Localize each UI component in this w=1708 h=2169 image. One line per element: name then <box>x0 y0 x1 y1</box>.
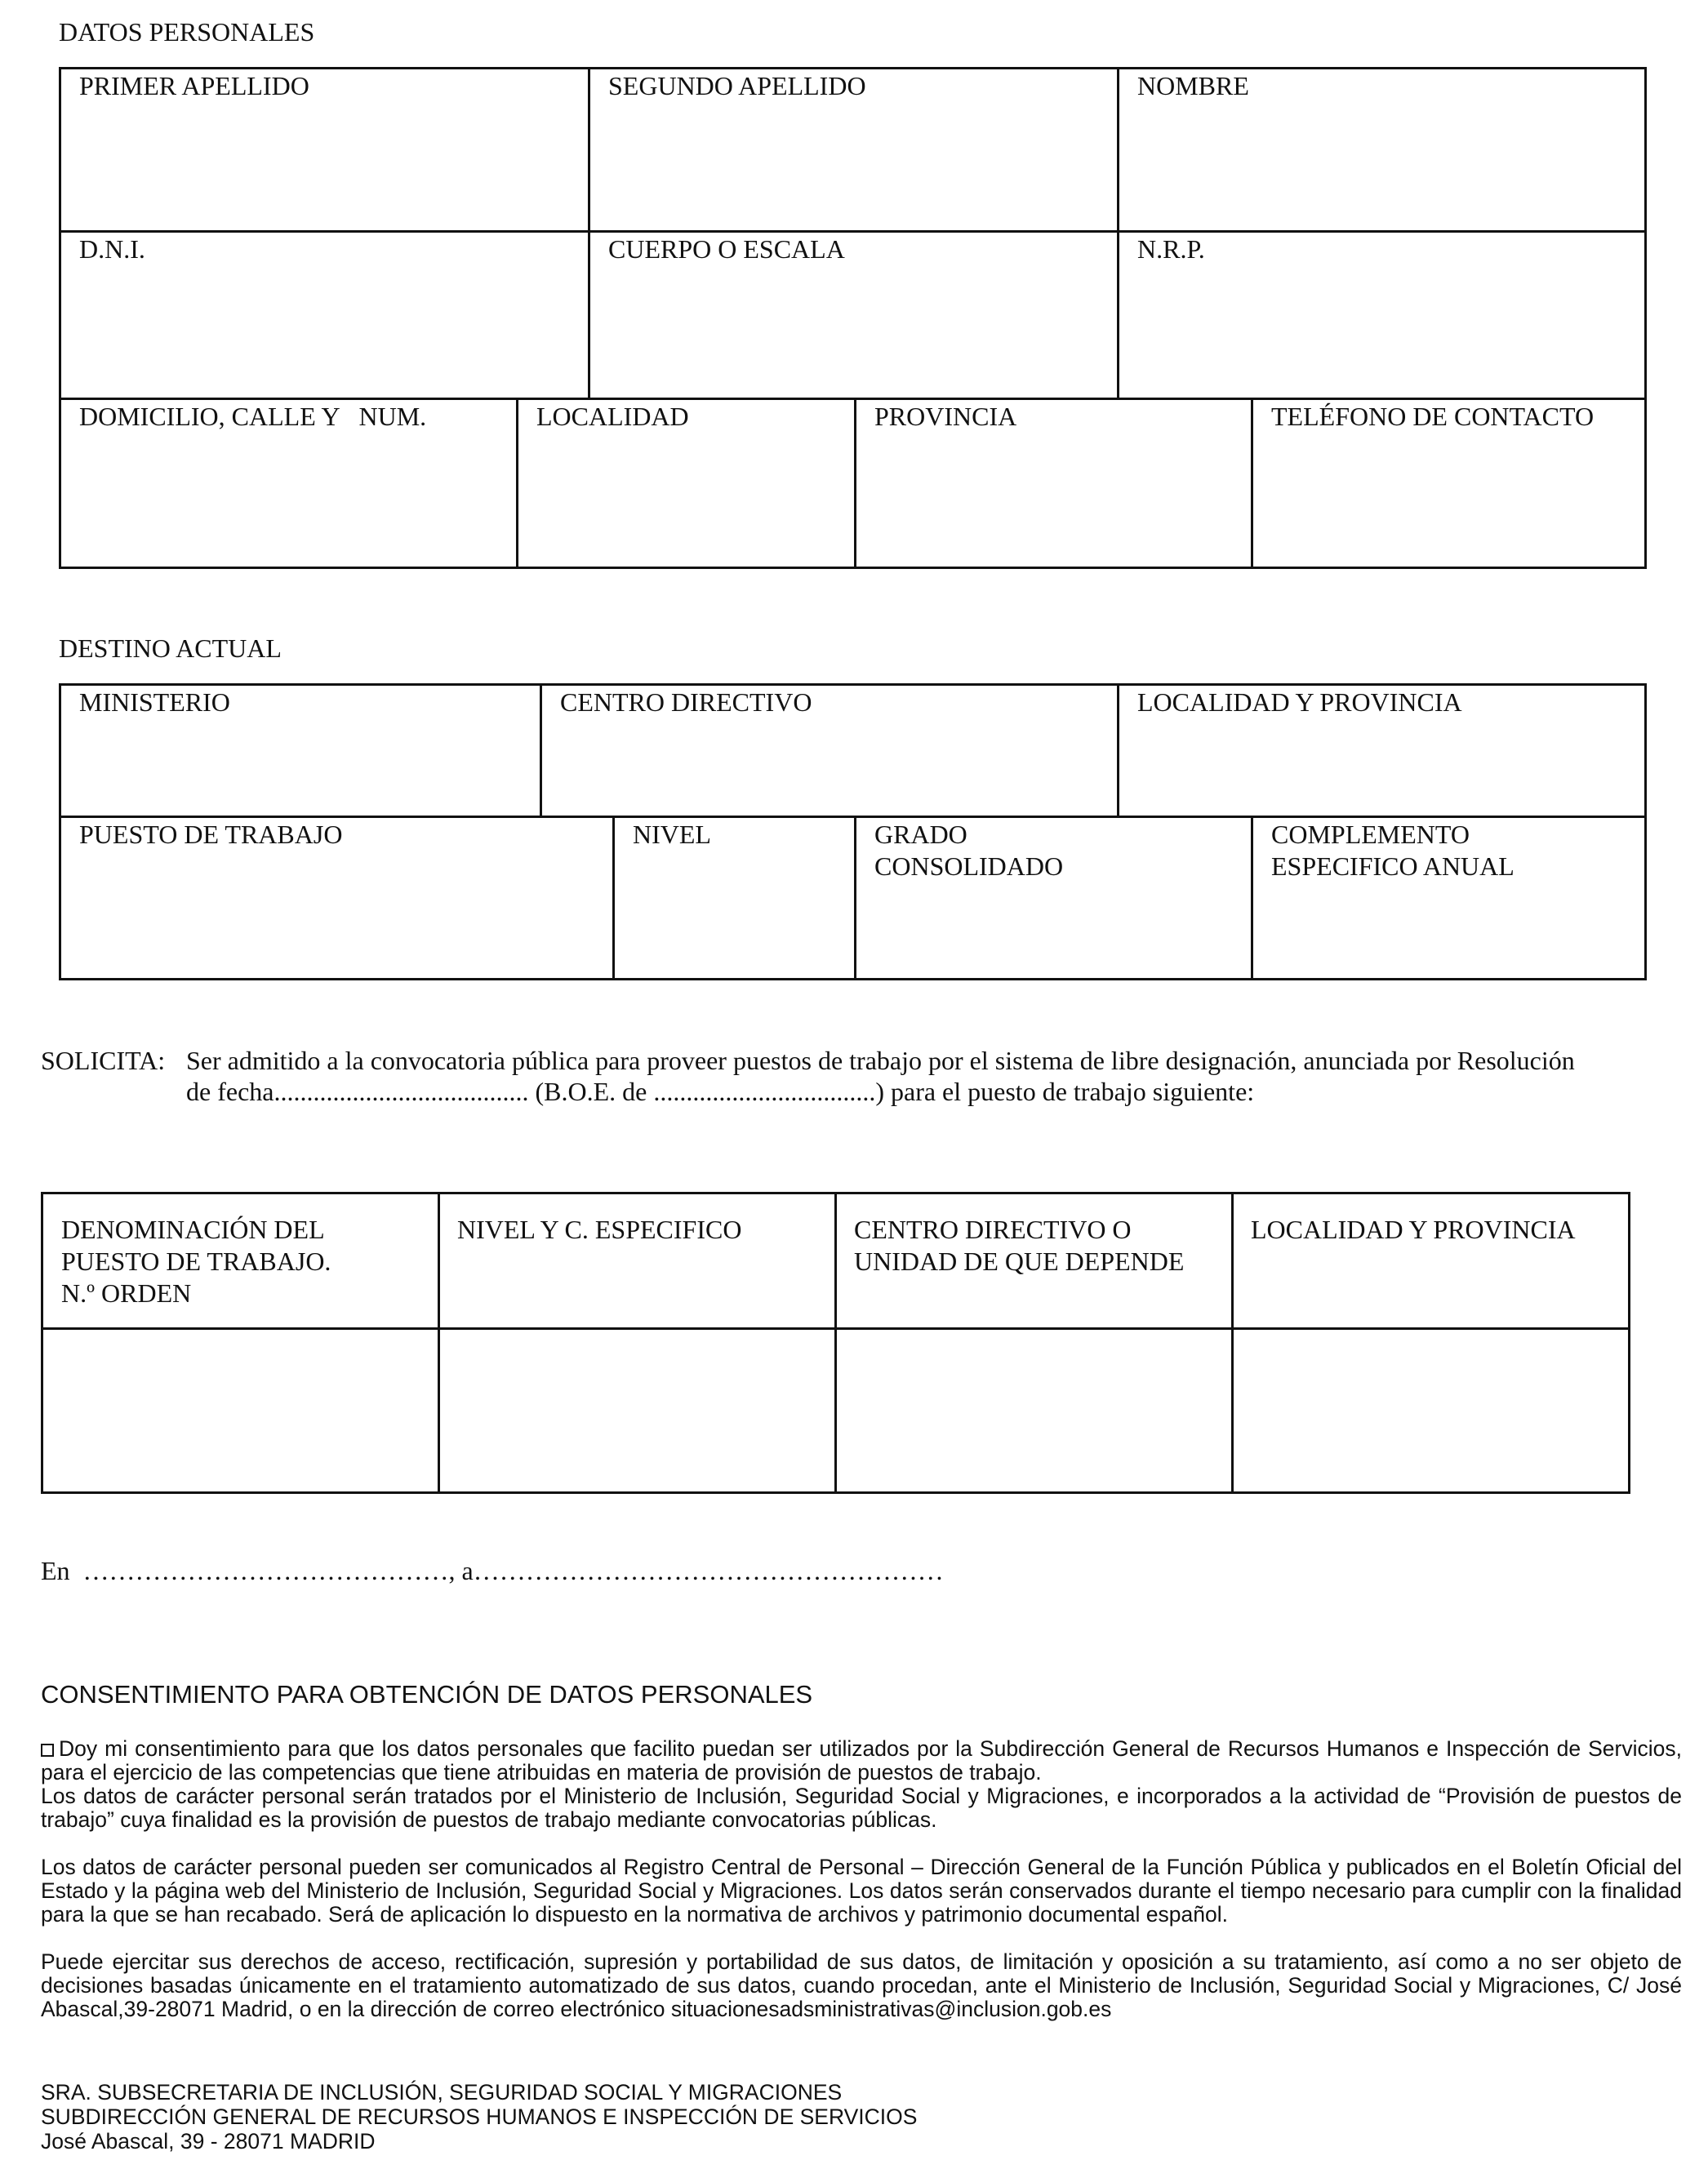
col-divider <box>854 398 856 569</box>
consentimiento-title: CONSENTIMIENTO PARA OBTENCIÓN DE DATOS PERSONALES <box>41 1680 813 1709</box>
input-centro-directivo[interactable] <box>837 1330 1231 1491</box>
field-ministerio[interactable]: MINISTERIO <box>79 687 230 717</box>
col-divider <box>1117 67 1119 398</box>
field-segundo-apellido[interactable]: SEGUNDO APELLIDO <box>608 71 866 100</box>
consent-paragraph-3: Puede ejercitar sus derechos de acceso, rectificación, supresión y portabilidad de sus datos, de limitación y oposición a su tratamiento, así como a no ser objeto de decisiones basadas únicamente en el tratamiento automatizado de sus datos, cuando procedan, ante el Ministerio de Inclusión, Seguridad Social y Migraciones, C/ José Abascal,39-28071 Madrid, o en la dirección de correo electrónico situacionesadsministrativas@inclusion.gob.es <box>41 1949 1682 2021</box>
consent-paragraph-1: Los datos de carácter personal serán tratados por el Ministerio de Inclusión, Seguridad Social y Migraciones, e incorporados a la actividad de “Provisión de puestos de trabajo” cuya finalidad es la provisión de puestos de trabajo mediante convocatorias públicas. <box>41 1784 1682 1832</box>
lugar-fecha-line[interactable]: En ……………………………………, a……………………………………………… <box>41 1556 944 1585</box>
field-domicilio[interactable]: DOMICILIO, CALLE Y NUM. <box>79 402 427 431</box>
consent-paragraph-2: Los datos de carácter personal pueden ser comunicados al Registro Central de Personal – Dirección General de la Función Pública y publicados en el Boletín Oficial del Estado y la página web del Ministerio de Inclusión, Seguridad Social y Migraciones. Los datos serán conservados durante el tiempo necesario para cumplir con la finalidad para la que se han recabado. Será de aplicación lo dispuesto en la normativa de archivos y patrimonio documental español. <box>41 1855 1682 1927</box>
field-nrp[interactable]: N.R.P. <box>1137 234 1205 264</box>
solicita-line1: Ser admitido a la convocatoria pública para proveer puestos de trabajo por el sistema de libre designación, anunciada por Resolución <box>186 1046 1575 1075</box>
consent-checkbox-row <box>41 1737 1682 1785</box>
col-divider <box>1251 816 1253 980</box>
field-primer-apellido[interactable]: PRIMER APELLIDO <box>79 71 309 100</box>
solicita-line2: de fecha....................................... (B.O.E. de ..................................) para el puesto de trabajo siguiente: <box>186 1077 1255 1106</box>
destino-actual-heading: DESTINO ACTUAL <box>59 633 282 663</box>
header-centro-directivo: CENTRO DIRECTIVO O UNIDAD DE QUE DEPENDE <box>854 1215 1185 1276</box>
col-divider <box>854 816 856 980</box>
col-divider <box>612 816 615 980</box>
field-cuerpo-escala[interactable]: CUERPO O ESCALA <box>608 234 845 264</box>
consent-checkbox[interactable] <box>41 1744 54 1757</box>
datos-personales-heading: DATOS PERSONALES <box>59 17 315 47</box>
destinatario-line2: SUBDIRECCIÓN GENERAL DE RECURSOS HUMANOS E INSPECCIÓN DE SERVICIOS <box>41 2105 918 2129</box>
field-complemento-especifico[interactable]: COMPLEMENTO ESPECIFICO ANUAL <box>1271 820 1515 881</box>
field-localidad-provincia[interactable]: LOCALIDAD Y PROVINCIA <box>1137 687 1462 717</box>
col-divider <box>540 683 542 816</box>
header-localidad-provincia: LOCALIDAD Y PROVINCIA <box>1251 1215 1576 1244</box>
field-puesto-trabajo[interactable]: PUESTO DE TRABAJO <box>79 820 343 849</box>
field-localidad[interactable]: LOCALIDAD <box>536 402 689 431</box>
destinatario-line1: SRA. SUBSECRETARIA DE INCLUSIÓN, SEGURIDAD SOCIAL Y MIGRACIONES <box>41 2080 843 2105</box>
destinatario-line3: José Abascal, 39 - 28071 MADRID <box>41 2129 376 2153</box>
header-nivel-especifico: NIVEL Y C. ESPECIFICO <box>457 1215 742 1244</box>
field-nombre[interactable]: NOMBRE <box>1137 71 1249 100</box>
field-provincia[interactable]: PROVINCIA <box>874 402 1017 431</box>
input-localidad-provincia[interactable] <box>1234 1330 1628 1491</box>
solicita-label: SOLICITA: <box>41 1046 166 1075</box>
input-denominacion[interactable] <box>43 1330 438 1491</box>
field-grado-consolidado[interactable]: GRADO CONSOLIDADO <box>874 820 1064 881</box>
field-dni[interactable]: D.N.I. <box>79 234 145 264</box>
row-divider <box>59 398 1647 400</box>
row-divider <box>59 816 1647 818</box>
input-nivel-especifico[interactable] <box>440 1330 834 1491</box>
datos-personales-table <box>59 67 1647 569</box>
field-centro-directivo[interactable]: CENTRO DIRECTIVO <box>560 687 812 717</box>
consent-checkbox-text: Doy mi consentimiento para que los datos personales que facilito puedan ser utilizados por la Subdirección General de Recursos Humanos e Inspección de Servicios, para el ejercicio de las competencias que tiene atribuidas en materia de provisión de puestos de trabajo. <box>41 1736 1682 1785</box>
col-divider <box>588 67 590 398</box>
header-denominacion: DENOMINACIÓN DEL PUESTO DE TRABAJO. N.º ORDEN <box>61 1215 331 1308</box>
col-divider <box>1251 398 1253 569</box>
field-telefono[interactable]: TELÉFONO DE CONTACTO <box>1271 402 1595 431</box>
col-divider <box>1117 683 1119 816</box>
row-divider <box>59 230 1647 233</box>
col-divider <box>516 398 518 569</box>
field-nivel[interactable]: NIVEL <box>633 820 711 849</box>
